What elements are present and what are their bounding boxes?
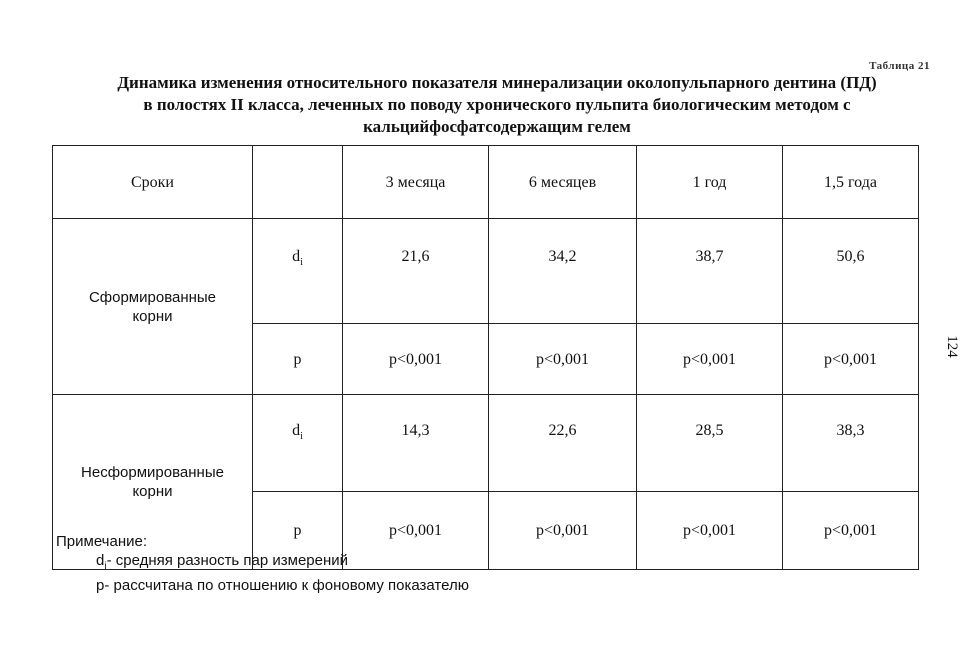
header-period-label: Сроки	[53, 146, 253, 219]
value-cell: 28,5	[637, 395, 783, 492]
note-symbol: d	[96, 552, 105, 569]
value-cell: p<0,001	[783, 492, 919, 570]
notes-heading: Примечание:	[56, 533, 147, 550]
measure-subscript: i	[300, 431, 303, 443]
group-label-line-2: корни	[132, 483, 173, 500]
group-label-line-1: Сформированные	[88, 288, 217, 306]
header-period-1: 3 месяца	[343, 146, 489, 219]
title-line-3: кальцийфосфатсодержащим гелем	[363, 117, 631, 136]
value-cell: 38,3	[783, 395, 919, 492]
title-line-1: Динамика изменения относительного показателя минерализации околопульпарного дентина (ПД)	[117, 73, 877, 92]
measure-symbol: d	[292, 248, 301, 265]
value-cell: p<0,001	[637, 492, 783, 570]
table-row	[53, 219, 919, 324]
table-title	[40, 72, 954, 138]
table-number: Таблица 21	[869, 60, 930, 72]
measure-subscript: i	[300, 257, 303, 269]
value-cell: 22,6	[489, 395, 637, 492]
value-cell: 38,7	[637, 219, 783, 324]
value-cell: p<0,001	[783, 324, 919, 395]
table-header-row	[53, 146, 919, 219]
value-cell: p<0,001	[637, 324, 783, 395]
page-number: 124	[943, 335, 960, 358]
measure-cell	[253, 219, 343, 324]
group-label-formed-roots	[53, 219, 253, 395]
header-measure-label	[253, 146, 343, 219]
header-period-2: 6 месяцев	[489, 146, 637, 219]
measure-cell: p	[253, 492, 343, 570]
title-line-2: в полостях II класса, леченных по поводу хронического пульпита биологическим методом с	[143, 95, 851, 114]
value-cell: 21,6	[343, 219, 489, 324]
value-cell: p<0,001	[343, 324, 489, 395]
header-period-4: 1,5 года	[783, 146, 919, 219]
value-cell: p<0,001	[489, 492, 637, 570]
measure-symbol: d	[292, 422, 301, 439]
header-period-3: 1 год	[637, 146, 783, 219]
measure-cell: p	[253, 324, 343, 395]
note-text: - средняя разность пар измерений	[106, 552, 349, 569]
group-label-line-1: Несформированные	[81, 464, 224, 481]
value-cell: 34,2	[489, 219, 637, 324]
measure-cell	[253, 395, 343, 492]
group-label-line-2: корни	[132, 307, 173, 325]
data-table	[52, 145, 919, 570]
note-line-2: p- рассчитана по отношению к фоновому показателю	[96, 577, 469, 594]
value-cell: p<0,001	[343, 492, 489, 570]
note-subscript: i	[104, 561, 107, 572]
value-cell: 14,3	[343, 395, 489, 492]
note-line-1	[56, 551, 469, 576]
value-cell: 50,6	[783, 219, 919, 324]
notes-block	[56, 532, 469, 595]
value-cell: p<0,001	[489, 324, 637, 395]
table-row	[53, 395, 919, 492]
